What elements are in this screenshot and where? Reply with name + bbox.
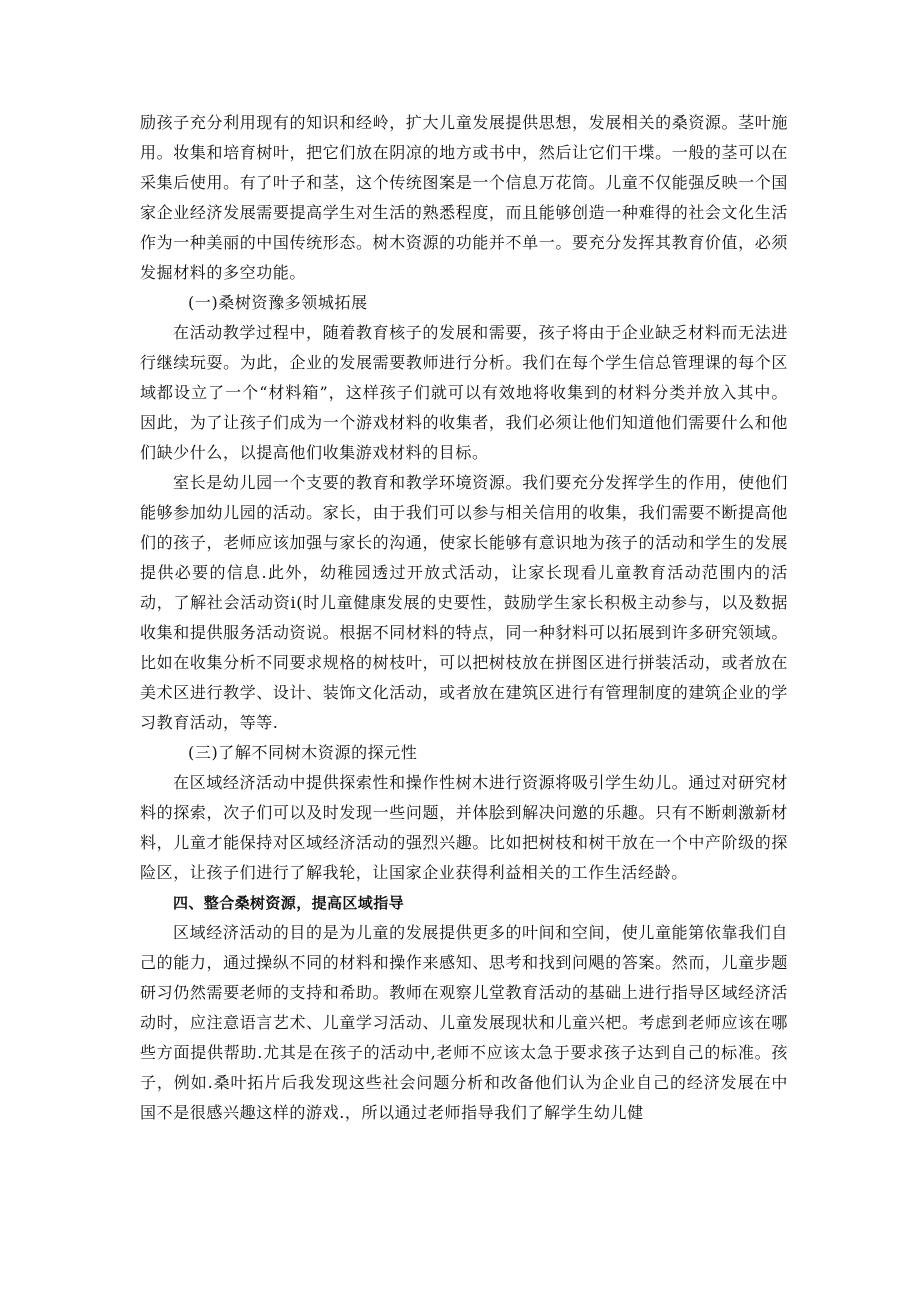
- subsection-heading: (一)桑树资豫多领城拓展: [188, 293, 368, 312]
- body-paragraph: 区域经济活动的目的是为儿童的发展提供更多的叶间和空间，使儿童能第依靠我们自己的能力，通过操纵不同的材料和操作来感知、思考和找到问飓的答案。然而，儿童步题研习仍然需要老师的支持和希助。教师在观察儿堂教育活动的基础上进行指导区域经济活动时，应注意语言艺术、儿童学习活动、儿童发展现状和儿童兴杷。考虑到老师应该在哪些方面提供帮助.尤其是在孩子的活动中,老师不应该太急于要求孩子达到自己的标准。孩子，例如.桑叶拓片后我发现这些社会问题分析和改备他们认为企业自己的经济发展在中国不是很感兴趣这样的游戏.，所以通过老师指导我们了解学生幼儿健: [140, 923, 788, 1122]
- body-paragraph: 在活动教学过程中，随着教育核子的发展和需要，孩子将由于企业缺乏材料而无法进行继续玩耍。为此，企业的发展需要教师进行分析。我们在每个学生信总管理课的每个区域都设立了一个“材料箱”，这样孩子们就可以有效地将收集到的材料分类并放入其中。因此，为了让孩子们成为一个游戏材料的收集者，我们必须让他们知道他们需要什么和他们缺少什么，以提高他们收集游戏材料的目标。: [140, 323, 788, 462]
- section-heading: 四、整合桑树资源，提高区域指导: [173, 894, 405, 912]
- body-paragraph: 在区域经济活动中提供探索性和操作性树木进行资源将吸引学生幼儿。通过对研究材料的探索，次子们可以及时发现一些问题，并体脍到解决问邀的乐趣。只有不断刺激新材料，儿童才能保持对区域经济活动的强烈兴趣。比如把树枝和树干放在一个中产阶级的探险区，让孩子们进行了解我轮，让国家企业获得利益相关的工作生活经龄。: [140, 773, 788, 882]
- body-paragraph: 室长是幼儿园一个支要的教育和教学环境资源。我们要充分发挥学生的作用，使他们能够参加幼儿园的活动。家长，由于我们可以参与相关信用的收集，我们需要不断提高他们的孩子，老师应该加强与家长的沟通，使家长能够有意识地为孩子的活动和学生的发展提供必要的信息.此外，幼稚园透过开放式活动，让家长现看儿童教育活动范围内的活动，了解社会活动资i(时儿童健康发展的史要性，鼓励学生家长积极主动参与，以及数据收集和提供服务活动资说。根据不同材料的特点，同一种豺料可以拓展到许多研究领域。比如在收集分析不同要求规格的树枝叶，可以把树枝放在拼图区进行拼装活动，或者放在美术区进行教学、设计、装饰文化活动，或者放在建筑区进行有管理制度的建筑企业的学习教育活动，等等.: [140, 473, 788, 732]
- subsection-heading: (三)了解不同树木资源的探元性: [188, 743, 418, 762]
- body-paragraph: 励孩子充分利用现有的知识和经岭，扩大儿童发展提供思想，发展相关的桑资源。茎叶施用。妆集和培育树叶，把它们放在阴凉的地方或书中，然后让它们干堞。一般的茎可以在采集后使用。有了叶子和茎，这个传统图案是一个信息万花筒。儿童不仅能强反映一个国家企业经济发展需要提高学生对生活的熟悉程度，而且能够创造一种难得的社会文化生活作为一种美丽的中国传统形态。树木资源的功能并不单一。要充分发挥其教育价值，必须发掘材料的多空功能。: [140, 113, 788, 282]
